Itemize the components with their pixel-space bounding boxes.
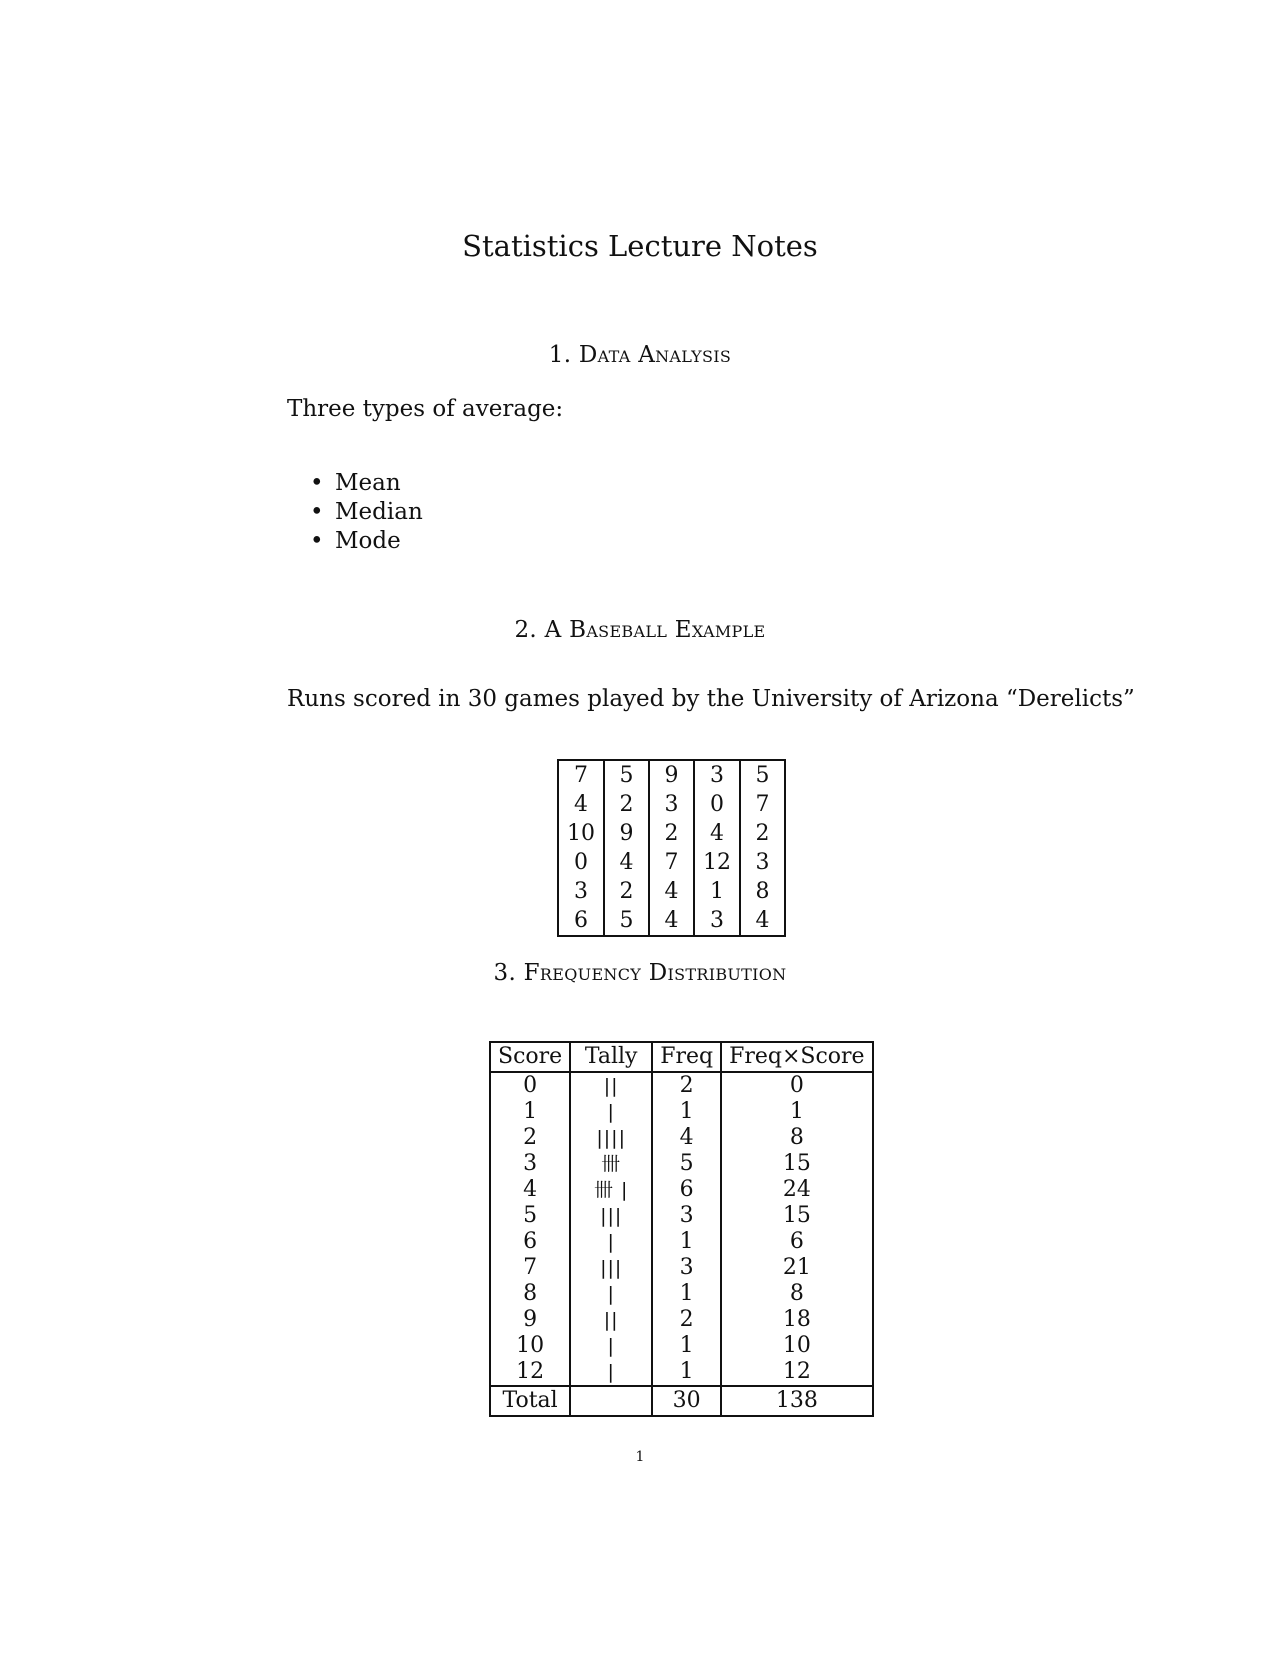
freq-cell: 1 bbox=[652, 1099, 721, 1125]
table-cell: 3 bbox=[740, 848, 785, 877]
table-row bbox=[490, 1099, 873, 1125]
score-cell: 5 bbox=[490, 1203, 570, 1229]
freq-cell: 1 bbox=[652, 1333, 721, 1359]
table-row bbox=[558, 877, 785, 906]
freq-cell: 2 bbox=[652, 1307, 721, 1333]
freq-times-score-cell: 24 bbox=[721, 1177, 873, 1203]
freq-times-score-cell: 15 bbox=[721, 1203, 873, 1229]
table-cell: 9 bbox=[604, 819, 649, 848]
table-row bbox=[490, 1229, 873, 1255]
tally-cell: 卌 bbox=[570, 1151, 652, 1177]
tally-cell: ||| bbox=[570, 1255, 652, 1281]
table-cell: 0 bbox=[558, 848, 604, 877]
table-cell: 3 bbox=[694, 760, 740, 790]
table-row bbox=[558, 906, 785, 936]
freq-cell: 3 bbox=[652, 1203, 721, 1229]
tally-cell: | bbox=[570, 1281, 652, 1307]
table-row bbox=[490, 1072, 873, 1099]
score-cell: 3 bbox=[490, 1151, 570, 1177]
freq-cell: 1 bbox=[652, 1281, 721, 1307]
score-cell: 4 bbox=[490, 1177, 570, 1203]
freq-times-score-cell: 18 bbox=[721, 1307, 873, 1333]
column-header-score: Score bbox=[490, 1042, 570, 1072]
table-cell: 7 bbox=[740, 790, 785, 819]
table-cell: 5 bbox=[740, 760, 785, 790]
table-row bbox=[490, 1255, 873, 1281]
table-cell: 4 bbox=[558, 790, 604, 819]
table-cell: 4 bbox=[649, 906, 694, 936]
score-cell: 6 bbox=[490, 1229, 570, 1255]
table-cell: 4 bbox=[604, 848, 649, 877]
section-heading-frequency-distribution: 3. Frequency Distribution bbox=[493, 960, 787, 986]
table-row bbox=[558, 819, 785, 848]
averages-list bbox=[310, 469, 423, 556]
list-item: • Mode bbox=[310, 527, 423, 556]
freq-cell: 6 bbox=[652, 1177, 721, 1203]
frequency-table bbox=[489, 1041, 874, 1417]
table-row bbox=[490, 1151, 873, 1177]
table-row bbox=[558, 760, 785, 790]
tally-cell: | bbox=[570, 1333, 652, 1359]
score-cell: 2 bbox=[490, 1125, 570, 1151]
freq-cell: 2 bbox=[652, 1072, 721, 1099]
tally-cell: || bbox=[570, 1072, 652, 1099]
table-row bbox=[490, 1281, 873, 1307]
freq-times-score-cell: 1 bbox=[721, 1099, 873, 1125]
runs-scored-intro: Runs scored in 30 games played by the University of Arizona “Derelicts” bbox=[287, 686, 1135, 712]
total-label: Total bbox=[490, 1386, 570, 1416]
score-cell: 0 bbox=[490, 1072, 570, 1099]
page-number: 1 bbox=[635, 1449, 645, 1465]
table-row bbox=[490, 1359, 873, 1386]
column-header-freq-times-score: Freq×Score bbox=[721, 1042, 873, 1072]
table-cell: 12 bbox=[694, 848, 740, 877]
table-row bbox=[490, 1203, 873, 1229]
table-row bbox=[490, 1125, 873, 1151]
score-cell: 1 bbox=[490, 1099, 570, 1125]
freq-cell: 3 bbox=[652, 1255, 721, 1281]
table-cell: 4 bbox=[740, 906, 785, 936]
table-cell: 7 bbox=[649, 848, 694, 877]
total-freq: 30 bbox=[652, 1386, 721, 1416]
table-cell: 4 bbox=[649, 877, 694, 906]
freq-cell: 1 bbox=[652, 1359, 721, 1386]
section-heading-data-analysis: 1. Data Analysis bbox=[548, 342, 732, 368]
total-tally bbox=[570, 1386, 652, 1416]
table-cell: 2 bbox=[649, 819, 694, 848]
table-cell: 3 bbox=[558, 877, 604, 906]
freq-times-score-cell: 21 bbox=[721, 1255, 873, 1281]
freq-times-score-cell: 10 bbox=[721, 1333, 873, 1359]
tally-cell: | bbox=[570, 1359, 652, 1386]
column-header-tally: Tally bbox=[570, 1042, 652, 1072]
freq-times-score-cell: 0 bbox=[721, 1072, 873, 1099]
table-row bbox=[490, 1307, 873, 1333]
table-cell: 10 bbox=[558, 819, 604, 848]
score-cell: 7 bbox=[490, 1255, 570, 1281]
table-cell: 0 bbox=[694, 790, 740, 819]
table-row bbox=[490, 1177, 873, 1203]
table-row bbox=[558, 790, 785, 819]
tally-cell: ||| bbox=[570, 1203, 652, 1229]
tally-cell: || bbox=[570, 1307, 652, 1333]
column-header-freq: Freq bbox=[652, 1042, 721, 1072]
raw-runs-table bbox=[557, 759, 786, 937]
averages-intro: Three types of average: bbox=[287, 396, 564, 422]
table-cell: 2 bbox=[604, 877, 649, 906]
tally-cell: | bbox=[570, 1229, 652, 1255]
table-cell: 4 bbox=[694, 819, 740, 848]
score-cell: 8 bbox=[490, 1281, 570, 1307]
table-cell: 1 bbox=[694, 877, 740, 906]
list-item: • Mean bbox=[310, 469, 423, 498]
freq-cell: 1 bbox=[652, 1229, 721, 1255]
table-cell: 7 bbox=[558, 760, 604, 790]
table-cell: 6 bbox=[558, 906, 604, 936]
freq-times-score-cell: 8 bbox=[721, 1281, 873, 1307]
freq-cell: 4 bbox=[652, 1125, 721, 1151]
table-cell: 2 bbox=[604, 790, 649, 819]
table-cell: 5 bbox=[604, 906, 649, 936]
freq-times-score-cell: 6 bbox=[721, 1229, 873, 1255]
section-heading-baseball-example: 2. A Baseball Example bbox=[514, 617, 766, 643]
freq-times-score-cell: 15 bbox=[721, 1151, 873, 1177]
freq-times-score-cell: 12 bbox=[721, 1359, 873, 1386]
table-row bbox=[558, 848, 785, 877]
freq-times-score-cell: 8 bbox=[721, 1125, 873, 1151]
table-cell: 3 bbox=[649, 790, 694, 819]
score-cell: 10 bbox=[490, 1333, 570, 1359]
total-row bbox=[490, 1386, 873, 1416]
document-title: Statistics Lecture Notes bbox=[462, 229, 818, 263]
tally-cell: |||| bbox=[570, 1125, 652, 1151]
table-cell: 5 bbox=[604, 760, 649, 790]
list-item: • Median bbox=[310, 498, 423, 527]
table-cell: 2 bbox=[740, 819, 785, 848]
table-header-row bbox=[490, 1042, 873, 1072]
table-row bbox=[490, 1333, 873, 1359]
score-cell: 9 bbox=[490, 1307, 570, 1333]
total-freq-times-score: 138 bbox=[721, 1386, 873, 1416]
freq-cell: 5 bbox=[652, 1151, 721, 1177]
table-cell: 3 bbox=[694, 906, 740, 936]
table-cell: 8 bbox=[740, 877, 785, 906]
tally-cell: | bbox=[570, 1099, 652, 1125]
tally-cell: 卌 | bbox=[570, 1177, 652, 1203]
score-cell: 12 bbox=[490, 1359, 570, 1386]
table-cell: 9 bbox=[649, 760, 694, 790]
